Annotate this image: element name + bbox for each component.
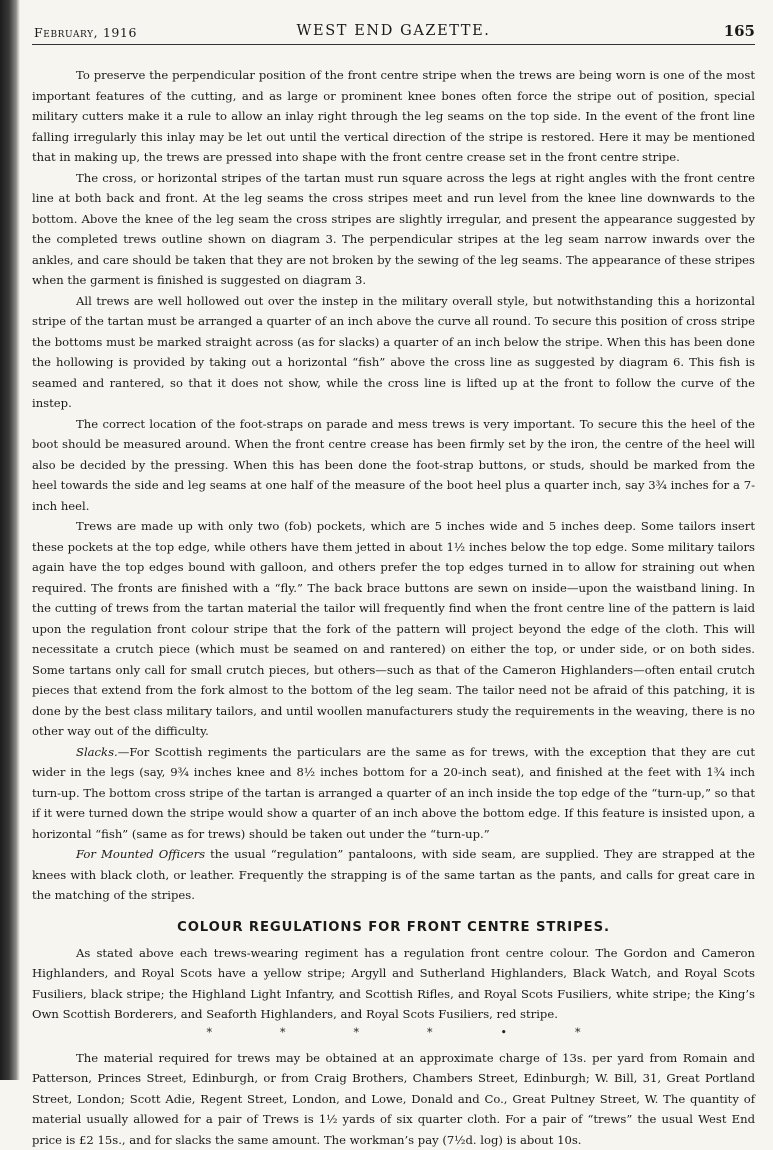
separator-mark: * — [427, 1026, 433, 1040]
slacks-lead: Slacks. — [76, 745, 118, 759]
separator-stars — [32, 1026, 755, 1040]
separator-mark: * — [207, 1026, 213, 1040]
mounted-text: the usual “regulation” pantaloons, with side seam, are supplied. They are strapped at the knees with black cloth, or leather. Frequently the strapping is of the same tartan as the pants, and calls for great care in the matching of the stripes. — [32, 847, 755, 902]
issue-date: February, 1916 — [34, 25, 137, 40]
paragraph-mounted-officers — [32, 844, 755, 906]
separator-mark: * — [280, 1026, 286, 1040]
paragraph-cross-stripes: The cross, or horizontal stripes of the tartan must run square across the legs at right angles with the front centre line at both back and front. At the leg seams the cross stripes meet and run level from the knee line downwards to the bottom. Above the knee of the leg seam the cross stripes are slightly irregular, and present the appearance suggested by the completed trews outline shown on diagram 3. The perpendicular stripes at the leg seam narrow inwards over the ankles, and care should be taken that they are not broken by the sewing of the leg seams. The appearance of these stripes when the garment is finished is suggested on diagram 3. — [32, 168, 755, 291]
gazette-page — [32, 0, 755, 1150]
page-number: 165 — [724, 22, 755, 40]
article-body — [32, 65, 755, 1150]
paragraph-slacks — [32, 742, 755, 845]
paragraph-hollowing-instep: All trews are well hollowed out over the instep in the military overall style, but notwithstanding this a horizontal stripe of the tartan must be arranged a quarter of an inch above the curve all round. To secure this position of cross stripe the bottoms must be marked straight across (as for slacks) a quarter of an inch below the stripe. When this has been done the hollowing is provided by taking out a horizontal “fish” above the cross line as suggested by diagram 6. This fish is seamed and rantered, so that it does not show, while the cross line is lifted up at the front to follow the curve of the instep. — [32, 291, 755, 414]
section-heading: COLOUR REGULATIONS FOR FRONT CENTRE STRIPES. — [32, 920, 755, 935]
paragraph-material-prices: The material required for trews may be obtained at an approximate charge of 13s. per yard from Romain and Patterson, Princes Street, Edinburgh, or from Craig Brothers, Chambers Street, Edinburgh; W. Bill, 31, Great Portland Street, London; Scott Adie, Regent Street, London, and Lowe, Donald and Co., Great Pultney Street, W. The quantity of material usually allowed for a pair of Trews is 1½ yards of six quarter cloth. For a pair of “trews” the usual West End price is £2 15s., and for slacks the same amount. The workman’s pay (7½d. log) is about 10s. — [32, 1048, 755, 1150]
paragraph-pockets-crutch: Trews are made up with only two (fob) pockets, which are 5 inches wide and 5 inches deep. Some tailors insert these pockets at the top edge, while others have them jetted in about 1½ inches below the top edge. Some military tailors again have the top edges bound with galloon, and others prefer the top edges turned in to allow for straining out when required. The fronts are finished with a “fly.” The back brace buttons are sewn on inside—upon the waistband lining. In the cutting of trews from the tartan material the tailor will frequently find when the front centre line of the pattern is laid upon the regulation front colour stripe that the fork of the pattern will project beyond the edge of the cloth. This will necessitate a crutch piece (which must be seamed on and rantered) on either the top, or under side, or on both sides. Some tartans only call for small crutch pieces, but others—such as that of the Cameron Highlanders—often entail crutch pieces that extend from the fork almost to the bottom of the leg seam. The tailor need not be afraid of this patching, it is done by the best class military tailors, and until woollen manufacturers study the requirements in the weaving, there is no other way out of the difficulty. — [32, 516, 755, 742]
paragraph-foot-straps: The correct location of the foot-straps on parade and mess trews is very important. To secure this the heel of the boot should be measured around. When the front centre crease has been firmly set by the iron, the centre of the heel will also be decided by the pressing. When this has been done the foot-strap buttons, or studs, should be marked from the heel towards the side and leg seams at one half of the measure of the boot heel plus a quarter inch, say 3¾ inches for a 7-inch heel. — [32, 414, 755, 517]
page-edge-shadow — [0, 0, 20, 1080]
page-header — [32, 0, 755, 45]
separator-mark: * — [354, 1026, 360, 1040]
separator-mark: • — [501, 1026, 508, 1040]
slacks-text: —For Scottish regiments the particulars are the same as for trews, with the exception that they are cut wider in the legs (say, 9¾ inches knee and 8½ inches bottom for a 20-inch seat), and finished at the feet with 1¾ inch turn-up. The bottom cross stripe of the tartan is arranged a quarter of an inch inside the top edge of the “turn-up,” so that if it were turned down the stripe would show a quarter of an inch above the bottom edge. If this feature is insisted upon, a horizontal “fish” (same as for trews) should be taken out under the “turn-up.” — [32, 745, 755, 841]
paragraph-colour-regulations: As stated above each trews-wearing regiment has a regulation front centre colour. The Gordon and Cameron Highlanders, and Royal Scots have a yellow stripe; Argyll and Sutherland Highlanders, Black Watch, and Royal Scots Fusiliers, black stripe; the Highland Light Infantry, and Scottish Rifles, and Royal Scots Fusiliers, white stripe; the King’s Own Scottish Borderers, and Seaforth Highlanders, and Royal Scots Fusiliers, red stripe. — [32, 943, 755, 1025]
mounted-lead: For Mounted Officers — [76, 847, 205, 861]
paragraph-stripe-position: To preserve the perpendicular position of the front centre stripe when the trews are being worn is one of the most important features of the cutting, and as large or prominent knee bones often force the stripe out of position, special military cutters make it a rule to allow an inlay right through the leg seams on the top side. In the event of the front line falling irregularly this inlay may be let out until the vertical direction of the stripe is restored. Here it may be mentioned that in making up, the trews are pressed into shape with the front centre crease set in the front centre stripe. — [32, 65, 755, 168]
publication-title: WEST END GAZETTE. — [32, 23, 755, 39]
separator-mark: * — [575, 1026, 581, 1040]
